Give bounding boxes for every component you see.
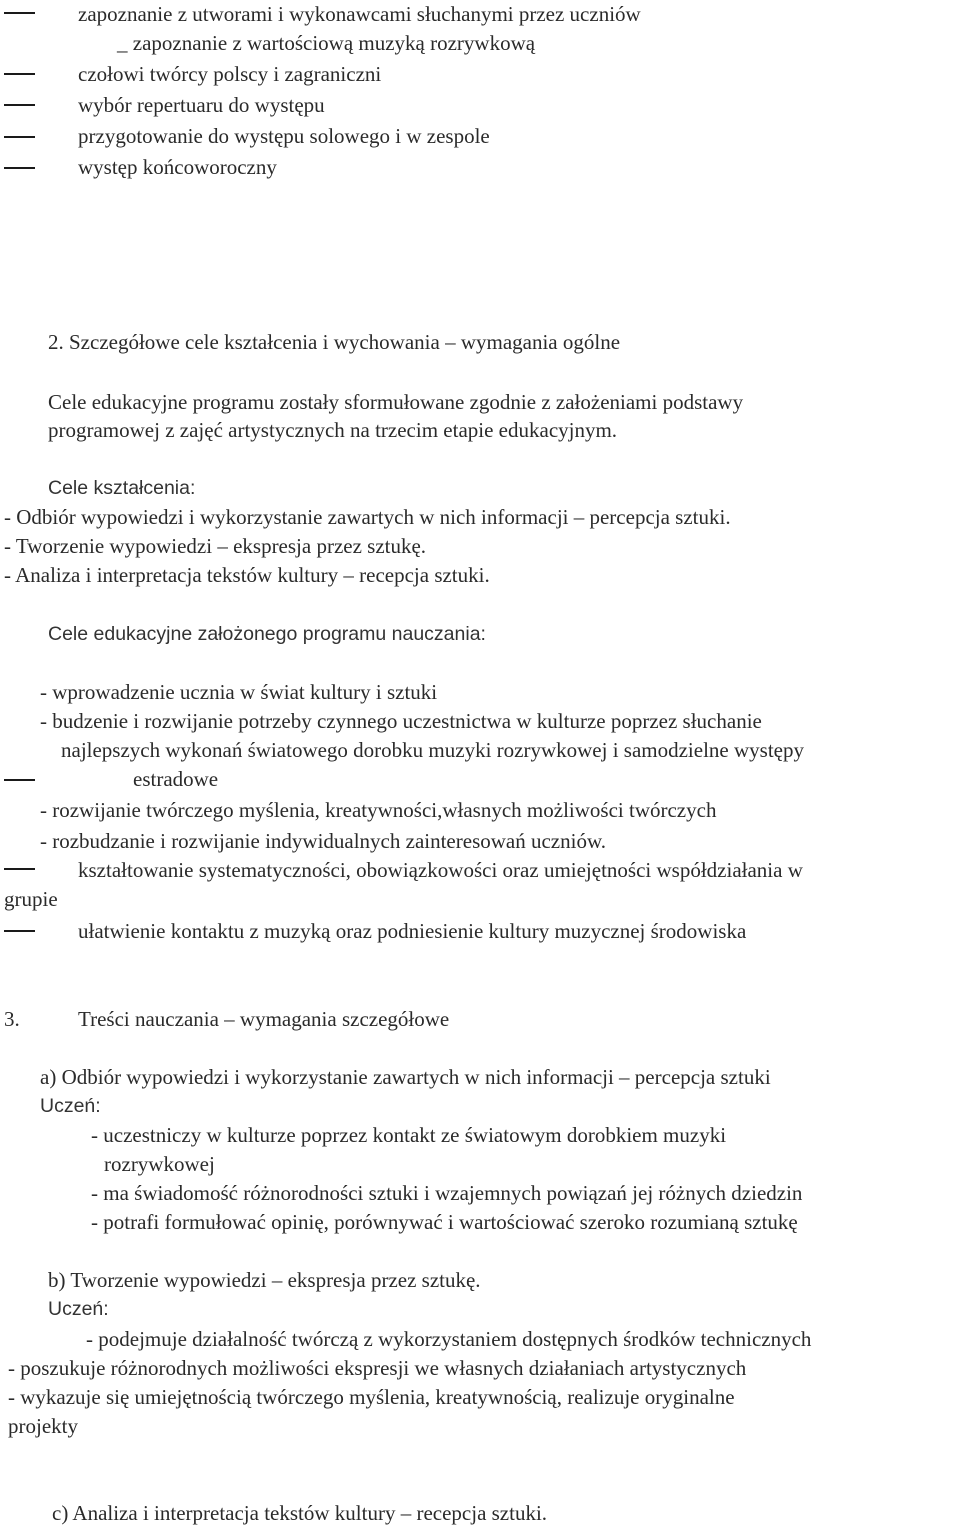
list-item: - rozbudzanie i rozwijanie indywidualnych zainteresowań uczniów. — [40, 829, 607, 853]
list-item: - wykazuje się umiejętnością twórczego myślenia, kreatywnością, realizuje oryginalne — [8, 1385, 735, 1409]
bullet-dash — [4, 136, 35, 138]
list-item: - podejmuje działalność twórczą z wykorzystaniem dostępnych środków technicznych — [86, 1327, 812, 1351]
bullet-dash — [4, 868, 35, 870]
uczen-label: Uczeń: — [48, 1298, 109, 1320]
uczen-label: Uczeń: — [40, 1095, 101, 1117]
subsection-heading: b) Tworzenie wypowiedzi – ekspresja przez sztukę. — [48, 1268, 481, 1292]
bullet-dash — [4, 779, 35, 781]
bullet-dash — [4, 930, 35, 932]
cele-ksztalcenia-label: Cele kształcenia: — [48, 477, 196, 499]
list-item: - ma świadomość różnorodności sztuki i wzajemnych powiązań jej różnych dziedzin — [91, 1181, 803, 1205]
bullet-dash — [4, 12, 35, 14]
list-item: występ końcoworoczny — [78, 155, 277, 179]
list-item-continuation: projekty — [8, 1414, 78, 1438]
subsection-heading: a) Odbiór wypowiedzi i wykorzystanie zawartych w nich informacji – percepcja sztuki — [40, 1065, 771, 1089]
list-item: - potrafi formułować opinię, porównywać i wartościować szeroko rozumianą sztukę — [91, 1210, 798, 1234]
list-item: - rozwijanie twórczego myślenia, kreatywności,własnych możliwości twórczych — [40, 798, 717, 822]
list-item: - Analiza i interpretacja tekstów kultury – recepcja sztuki. — [4, 563, 490, 587]
list-item: ułatwienie kontaktu z muzyką oraz podniesienie kultury muzycznej środowiska — [78, 919, 747, 943]
section-heading: Treści nauczania – wymagania szczegółowe — [78, 1007, 450, 1031]
list-item: wybór repertuaru do występu — [78, 93, 325, 117]
paragraph-line: programowej z zajęć artystycznych na trzecim etapie edukacyjnym. — [48, 418, 618, 442]
list-item-continuation: rozrywkowej — [104, 1152, 215, 1176]
list-item: - poszukuje różnorodnych możliwości ekspresji we własnych działaniach artystycznych — [8, 1356, 747, 1380]
list-item: zapoznanie z utworami i wykonawcami słuchanymi przez uczniów — [78, 2, 641, 26]
bullet-dash — [4, 167, 35, 169]
list-item: - wprowadzenie ucznia w świat kultury i sztuki — [40, 680, 438, 704]
list-item-continuation: najlepszych wykonań światowego dorobku muzyki rozrywkowej i samodzielne występy — [61, 738, 804, 762]
list-item: - uczestniczy w kulturze poprzez kontakt ze światowym dorobkiem muzyki — [91, 1123, 727, 1147]
bullet-dash — [4, 73, 35, 75]
list-item: kształtowanie systematyczności, obowiązkowości oraz umiejętności współdziałania w — [78, 858, 803, 882]
list-item-continuation: grupie — [4, 887, 58, 911]
subsection-heading: c) Analiza i interpretacja tekstów kultury – recepcja sztuki. — [52, 1501, 548, 1525]
list-item: - Tworzenie wypowiedzi – ekspresja przez sztukę. — [4, 534, 427, 558]
list-item: - budzenie i rozwijanie potrzeby czynnego uczestnictwa w kulturze poprzez słuchanie — [40, 709, 762, 733]
paragraph-line: Cele edukacyjne programu zostały sformułowane zgodnie z założeniami podstawy — [48, 390, 744, 414]
bullet-dash — [4, 104, 35, 106]
section-heading: 2. Szczegółowe cele kształcenia i wychowania – wymagania ogólne — [48, 330, 621, 354]
list-item: przygotowanie do występu solowego i w zespole — [78, 124, 490, 148]
section-number: 3. — [4, 1007, 20, 1031]
list-item: _ zapoznanie z wartościową muzyką rozrywkową — [117, 31, 536, 55]
list-item-continuation: estradowe — [133, 767, 219, 791]
list-item: - Odbiór wypowiedzi i wykorzystanie zawartych w nich informacji – percepcja sztuki. — [4, 505, 731, 529]
cele-edukacyjne-label: Cele edukacyjne założonego programu nauczania: — [48, 623, 486, 645]
list-item: czołowi twórcy polscy i zagraniczni — [78, 62, 382, 86]
